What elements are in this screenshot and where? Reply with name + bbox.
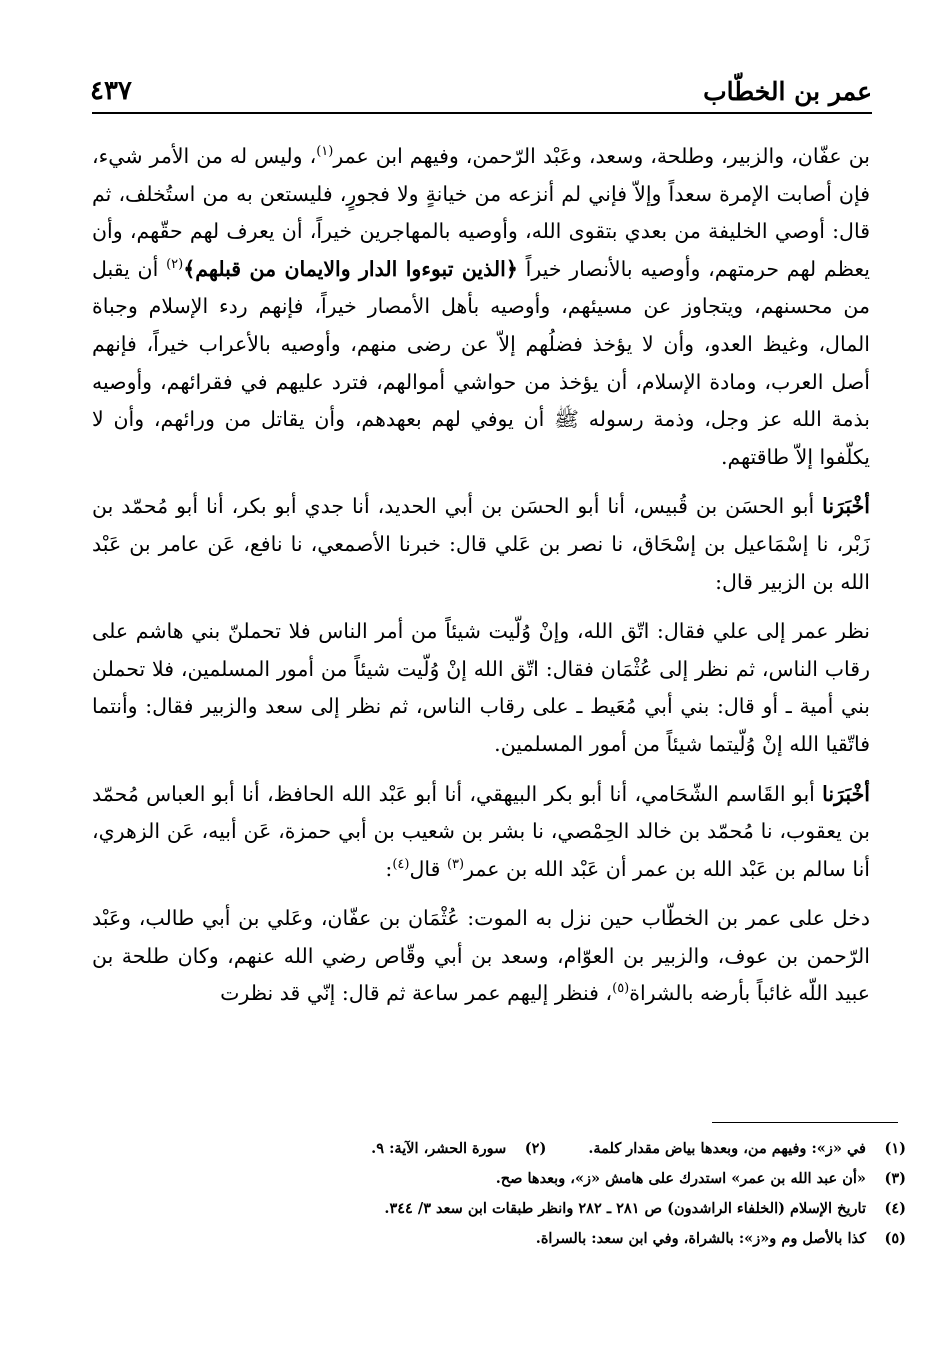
footnote-number: (٣): [884, 1170, 906, 1187]
text-segment: قال: [409, 856, 447, 881]
footnote-row: [200, 1134, 906, 1164]
footnote-row: [200, 1194, 906, 1224]
footnote-text: تاريخ الإسلام (الخلفاء الراشدون) ص ٢٨١ ـ ٢٨٢ وانظر طبقات ابن سعد ٣/ ٣٤٤.: [384, 1200, 866, 1217]
footnote-marker: (٥): [612, 981, 630, 997]
page-number: ٤٣٧: [90, 76, 132, 106]
footnote-marker: (٣): [446, 856, 465, 872]
text-segment: أبو الحسَن بن قُبيس، أنا أبو الحسَن بن أبي الحديد، أنا جدي أبو بكر، أنا أبو مُحمّد بن زَبْر، نا إسْمَاعيل بن إسْحَاق، نا نصر بن عَلي قال: خبرنا الأصمعي، نا نافع، عَن عامر بن عَبْد الله بن الزبير قال:: [92, 494, 870, 594]
text-segment: بن عفّان، والزبير، وطلحة، وسعد، وعَبْد الرّحمن، وفيهم ابن عمر: [333, 144, 870, 168]
paragraph: [92, 776, 870, 889]
running-header: [90, 74, 872, 106]
paragraph: [92, 900, 870, 1013]
isnad-lead-word: أخْبَرَنا: [822, 494, 870, 519]
footnote-text: في «ز»: وفيهم من، وبعدها بياض مقدار كلمة.: [588, 1140, 866, 1157]
footnote-number: (٢): [524, 1140, 547, 1157]
footnote-text: «أن عبد الله بن عمر» استدرك على هامش «ز»، وبعدها صح.: [495, 1170, 866, 1187]
text-segment: نظر عمر إلى علي فقال: اتّق الله، وإنْ وُلّيت شيئاً من أمر الناس فلا تحملنّ بني هاشم على رقاب الناس، ثم نظر إلى عُثْمَان فقال: اتّق الله إنْ وُلّيت شيئاً من أمور المسلمين، فلا تحملن بني أمية ـ أو قال: بني أبي مُعَيط ـ على رقاب الناس، ثم نظر إلى سعد والزبير فقال: وأنتما فاتّقيا الله إنْ وُلّيتما شيئاً من أمور المسلمين.: [92, 619, 870, 756]
header-divider: [92, 112, 872, 114]
quran-quote: ﴿الذين تبوءوا الدار والايمان من قبلهم﴾: [183, 256, 518, 281]
footnote-number: (٤): [884, 1200, 906, 1217]
paragraph: [92, 138, 870, 476]
footnote-marker: (١): [316, 144, 334, 160]
footnote-number: (٥): [884, 1230, 906, 1247]
book-title: عمر بن الخطّاب: [703, 77, 872, 106]
paragraph: [92, 613, 870, 763]
text-segment: :: [385, 856, 393, 881]
footnote-divider: [712, 1122, 898, 1123]
text-segment: ، وليس له من الأمر شيء، فإن أصابت الإمرة سعداً وإلاّ فإني لم أنزعه من خيانةٍ ولا فجورٍ، فليستعن به من استُخلف، ثم قال: أوصي الخليفة من بعدي بتقوى الله، وأوصيه بالمهاجرين خيراً، أن يعرف لهم حقّهم، وأن يعظم لهم حرمتهم، وأوصيه بالأنصار خيراً: [92, 144, 870, 281]
footnote-marker: (٤): [392, 856, 410, 872]
footnote-row: [200, 1224, 906, 1254]
footnote-text: سورة الحشر، الآية: ٩.: [371, 1140, 507, 1157]
paragraph: [92, 488, 870, 601]
footnote-row: [200, 1164, 906, 1194]
main-text: [92, 138, 870, 1013]
text-segment: دخل على عمر بن الخطّاب حين نزل به الموت: عُثْمَان بن عفّان، وعَلي بن أبي طالب، وعَبْد الرّحمن بن عوف، والزبير بن العوّام، وسعد بن أبي وقّاص رضي الله عنهم، وكان طلحة بن عبيد اللّه غائباً بأرضه بالشراة: [92, 906, 870, 1006]
footnote-number: (١): [884, 1140, 906, 1157]
text-segment: ، فنظر إليهم عمر ساعة ثم قال: إنّي قد نظرت: [220, 981, 613, 1006]
text-segment: أن يقبل من محسنهم، ويتجاوز عن مسيئهم، وأوصيه بأهل الأمصار خيراً، فإنهم ردء الإسلام وجباة المال، وغيظ العدو، وأن لا يؤخذ فضلُهم إلاّ عن رضى منهم، وأوصيه بالأعراب خيراً، فإنهم أصل العرب، ومادة الإسلام، أن يؤخذ من حواشي أموالهم، فترد عليهم في فقرائهم، وأوصيه بذمة الله عز وجل، وذمة رسوله ﷺ أن يوفي لهم بعهدهم، وأن يقاتل من ورائهم، وأن لا يكلّفوا إلاّ طاقتهم.: [92, 256, 870, 469]
footnotes: [200, 1134, 906, 1254]
isnad-lead-word: أخْبَرَنا: [822, 781, 870, 806]
footnote-text: كذا بالأصل وم و«ز»: بالشراة، وفي ابن سعد: بالسراة.: [535, 1230, 866, 1247]
footnote-marker: (٢): [166, 256, 184, 272]
text-segment: أبو القَاسم الشّحَامي، أنا أبو بكر البيهقي، أنا أبو عَبْد الله الحافظ، أنا أبو العباس مُحمّد بن يعقوب، نا مُحمّد بن خالد الحِمْصي، نا بشر بن شعيب بن أبي حمزة، عَن أبيه، عَن الزهري، أنا سالم بن عَبْد الله بن عمر أن عَبْد الله بن عمر: [92, 781, 870, 881]
